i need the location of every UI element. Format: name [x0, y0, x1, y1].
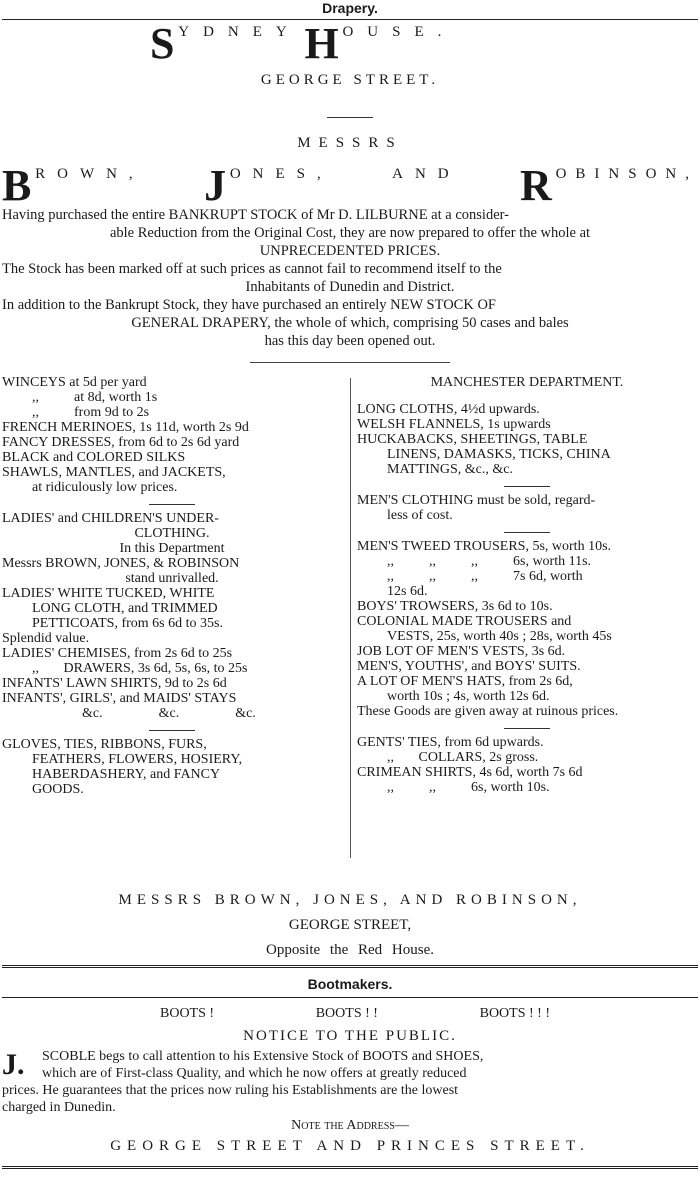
list-item: WINCEYS at 5d per yard — [2, 375, 147, 390]
firm-jones: ONES, — [229, 166, 333, 182]
list-item: LADIES' CHEMISES, from 2s 6d to 25s — [2, 646, 233, 661]
list-item: at ridiculously low prices. — [32, 480, 178, 495]
initial-j: J. — [2, 1048, 25, 1081]
list-item: FEATHERS, FLOWERS, HOSIERY, — [32, 752, 243, 767]
list-item: ,, at 8d, worth 1s — [32, 390, 158, 405]
divider — [2, 997, 698, 998]
divider — [504, 532, 550, 533]
list-item: MEN'S CLOTHING must be sold, regard- — [357, 493, 596, 508]
list-item: ,, COLLARS, 2s gross. — [387, 750, 539, 765]
list-item: ,, ,, 6s, worth 10s. — [387, 780, 550, 795]
list-item: LONG CLOTH, and TRIMMED — [32, 601, 218, 616]
shop-name-part-1: YDNEY — [178, 24, 301, 40]
gloves-block — [2, 737, 342, 797]
trousers-block — [357, 539, 697, 719]
divider — [327, 117, 373, 118]
divider — [2, 1166, 698, 1169]
divider — [149, 730, 195, 731]
list-item: In this Department — [119, 541, 225, 556]
divider — [504, 728, 550, 729]
list-item: 12s 6d. — [387, 584, 428, 599]
list-item: HABERDASHERY, and FANCY — [32, 767, 221, 782]
list-item: MEN'S TWEED TROUSERS, 5s, worth 10s. — [357, 539, 612, 554]
intro-line: has this day been opened out. — [264, 333, 436, 349]
intro-line: The Stock has been marked off at such prices as cannot fail to recommend itself to the — [2, 261, 502, 277]
list-item: ,, ,, ,, 6s, worth 11s. — [387, 554, 592, 569]
list-item: COLONIAL MADE TROUSERS and — [357, 614, 572, 629]
firm-initial-r: R — [520, 161, 552, 210]
list-item: INFANTS' LAWN SHIRTS, 9d to 2s 6d — [2, 676, 227, 691]
list-item: ,, ,, ,, 7s 6d, worth — [387, 569, 583, 584]
list-item: GOODS. — [32, 782, 84, 797]
drapery-section-header — [0, 0, 700, 20]
intro-line: In addition to the Bankrupt Stock, they have purchased an entirely NEW STOCK OF — [2, 297, 496, 313]
divider — [2, 965, 698, 968]
drapery-footer — [0, 888, 700, 963]
divider — [250, 362, 450, 363]
notice-heading: NOTICE TO THE PUBLIC. — [243, 1028, 457, 1044]
winceys-block — [2, 375, 342, 495]
section-title-bootmakers: Bootmakers. — [307, 976, 393, 992]
divider — [149, 504, 195, 505]
list-item: worth 10s ; 4s, worth 12s 6d. — [387, 689, 550, 704]
right-column — [357, 375, 697, 795]
list-item: These Goods are given away at ruinous prices. — [357, 704, 619, 719]
list-item: GENTS' TIES, from 6d upwards. — [357, 735, 544, 750]
intro-line: UNPRECEDENTED PRICES. — [259, 243, 441, 259]
advert-line: prices. He guarantees that the prices now ruling his Establishments are the lowest — [2, 1083, 459, 1098]
list-item: ,, DRAWERS, 3s 6d, 5s, 6s, to 25s — [32, 661, 248, 676]
scoble-advert — [2, 1048, 698, 1116]
shop-name — [150, 19, 570, 68]
boots-text: BOOTS ! — [160, 1006, 215, 1021]
divider — [504, 486, 550, 487]
list-item: PETTICOATS, from 6s 6d to 35s. — [32, 616, 223, 631]
list-item: BLACK and COLORED SILKS — [2, 450, 186, 465]
intro-line: GENERAL DRAPERY, the whole of which, comprising 50 cases and bales — [131, 315, 569, 331]
list-item: A LOT OF MEN'S HATS, from 2s 6d, — [357, 674, 573, 689]
list-item: LADIES' and CHILDREN'S UNDER- — [2, 511, 219, 526]
column-divider — [350, 378, 351, 858]
list-item: CRIMEAN SHIRTS, 4s 6d, worth 7s 6d — [357, 765, 583, 780]
messrs-heading: MESSRS — [297, 135, 403, 151]
shop-name-part-2: OUSE. — [342, 24, 456, 40]
list-item: LINENS, DAMASKS, TICKS, CHINA — [387, 447, 611, 462]
divider — [2, 19, 698, 20]
list-item: MEN'S, YOUTHS', and BOYS' SUITS. — [357, 659, 581, 674]
underclothing-block — [2, 511, 342, 721]
list-item: JOB LOT OF MEN'S VESTS, 3s 6d. — [357, 644, 566, 659]
list-item: BOYS' TROWSERS, 3s 6d to 10s. — [357, 599, 553, 614]
list-item: &c. &c. &c. — [82, 706, 256, 721]
firm-robinson: OBINSON, — [555, 166, 698, 182]
list-item: WELSH FLANNELS, 1s upwards — [357, 417, 551, 432]
shop-initial-h: H — [304, 19, 339, 68]
list-item: GLOVES, TIES, RIBBONS, FURS, — [2, 737, 207, 752]
list-item: HUCKABACKS, SHEETINGS, TABLE — [357, 432, 588, 447]
firm-brown: ROWN, — [35, 166, 145, 182]
intro-line: Having purchased the entire BANKRUPT STOCK of Mr D. LILBURNE at a consider- — [2, 207, 509, 223]
address: GEORGE STREET AND PRINCES STREET. — [110, 1138, 590, 1154]
list-item: FRENCH MERINOES, 1s 11d, worth 2s 9d — [2, 420, 249, 435]
intro-line: able Reduction from the Original Cost, they are now prepared to offer the whole at — [109, 225, 591, 241]
manchester-block — [357, 402, 697, 477]
advert-line: SCOBLE begs to call attention to his Extensive Stock of BOOTS and SHOES, — [42, 1049, 484, 1064]
list-item: LONG CLOTHS, 4½d upwards. — [357, 402, 540, 417]
firm-and: AND — [392, 166, 461, 182]
left-column — [2, 375, 342, 797]
footer-opposite: Opposite the Red House. — [266, 942, 434, 958]
list-item: Messrs BROWN, JONES, & ROBINSON — [2, 556, 240, 571]
list-item: less of cost. — [387, 508, 453, 523]
gents-block — [357, 735, 697, 795]
intro-paragraph — [2, 206, 698, 350]
intro-line: Inhabitants of Dunedin and District. — [245, 279, 455, 295]
column-heading: MANCHESTER DEPARTMENT. — [430, 375, 624, 390]
bootmakers-section-header — [0, 976, 700, 992]
boots-banner — [160, 1006, 550, 1022]
list-item: stand unrivalled. — [125, 571, 219, 586]
advert-line: which are of First-class Quality, and which he now offers at greatly reduced — [42, 1066, 467, 1081]
list-item: SHAWLS, MANTLES, and JACKETS, — [2, 465, 226, 480]
mens-clothing-block — [357, 493, 697, 523]
boots-text: BOOTS ! ! — [315, 1006, 378, 1021]
list-item: INFANTS', GIRLS', and MAIDS' STAYS — [2, 691, 237, 706]
firm-initial-b: B — [2, 161, 32, 210]
shop-initial-s: S — [150, 19, 175, 68]
shop-street: GEORGE STREET. — [260, 72, 440, 88]
list-item: LADIES' WHITE TUCKED, WHITE — [2, 586, 215, 601]
boots-text: BOOTS ! ! ! — [479, 1006, 550, 1021]
address-note: Note the Address— — [291, 1118, 409, 1133]
list-item: VESTS, 25s, worth 40s ; 28s, worth 45s — [387, 629, 612, 644]
section-title-drapery: Drapery. — [322, 0, 378, 16]
firm-initial-j: J — [204, 161, 227, 210]
firm-name — [2, 161, 698, 210]
list-item: CLOTHING. — [134, 526, 210, 541]
list-item: MATTINGS, &c., &c. — [387, 462, 513, 477]
footer-firm: MESSRS BROWN, JONES, AND ROBINSON, — [118, 892, 582, 908]
list-item: ,, from 9d to 2s — [32, 405, 150, 420]
list-item: Splendid value. — [2, 631, 90, 646]
advert-line: charged in Dunedin. — [2, 1100, 116, 1115]
footer-street: GEORGE STREET, — [288, 917, 412, 933]
list-item: FANCY DRESSES, from 6d to 2s 6d yard — [2, 435, 240, 450]
